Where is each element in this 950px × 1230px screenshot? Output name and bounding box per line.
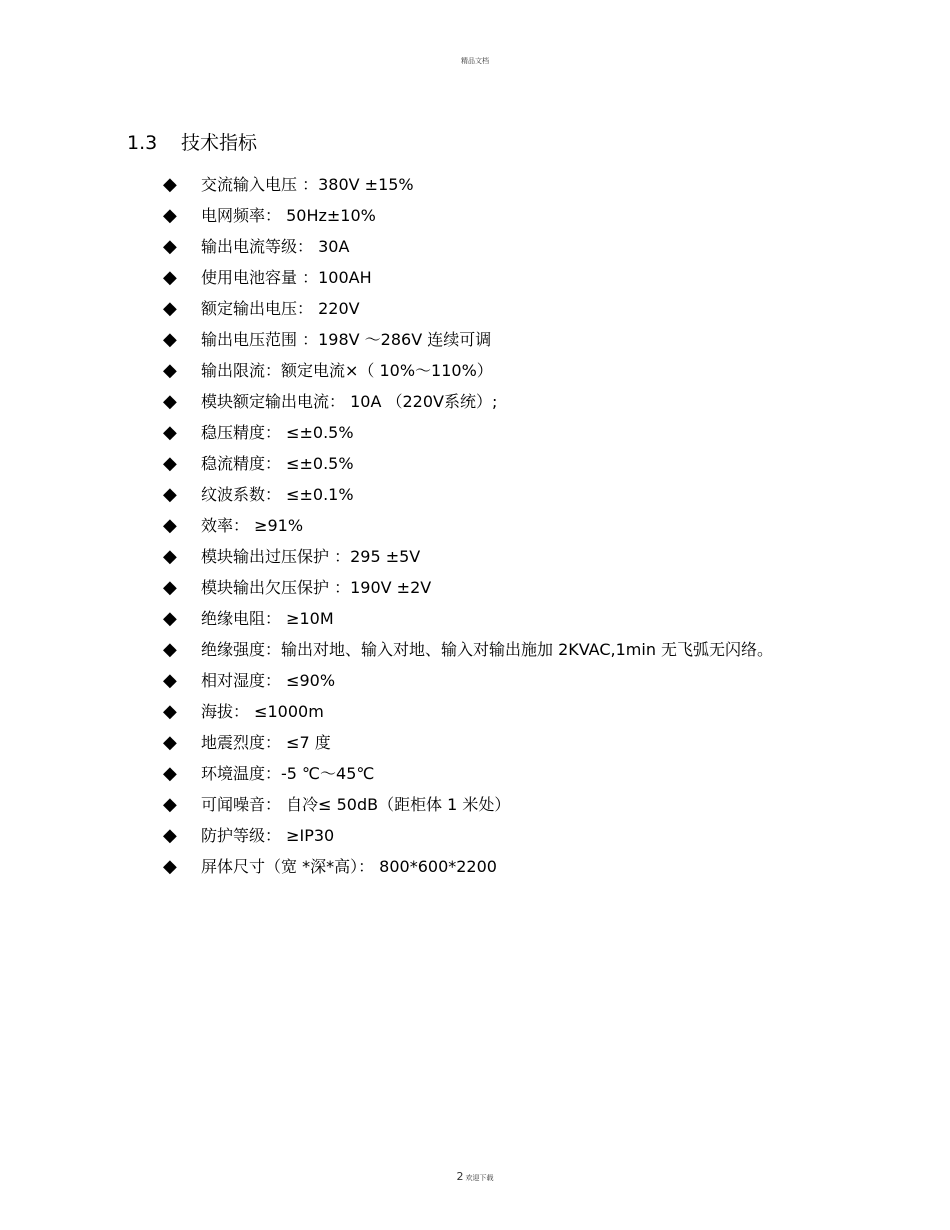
diamond-bullet-icon: ◆ bbox=[163, 360, 177, 381]
spec-text: 海拔： ≤1000m bbox=[201, 702, 324, 721]
spec-text: 输出电压范围 ：198V ～286V 连续可调 bbox=[201, 330, 492, 349]
spec-item bbox=[163, 200, 773, 231]
spec-item bbox=[163, 355, 773, 386]
spec-text: 模块额定输出电流： 10A （220V系统）; bbox=[201, 392, 498, 411]
spec-text: 模块输出过压保护 ：295 ±5V bbox=[201, 547, 421, 566]
spec-item bbox=[163, 231, 773, 262]
diamond-bullet-icon: ◆ bbox=[163, 267, 177, 288]
spec-text: 使用电池容量 ：100AH bbox=[201, 268, 372, 287]
spec-item bbox=[163, 603, 773, 634]
page-number: 2 bbox=[456, 1170, 464, 1183]
diamond-bullet-icon: ◆ bbox=[163, 763, 177, 784]
diamond-bullet-icon: ◆ bbox=[163, 577, 177, 598]
diamond-bullet-icon: ◆ bbox=[163, 205, 177, 226]
diamond-bullet-icon: ◆ bbox=[163, 298, 177, 319]
spec-item bbox=[163, 324, 773, 355]
section-heading bbox=[127, 128, 257, 155]
diamond-bullet-icon: ◆ bbox=[163, 639, 177, 660]
spec-text: 屏体尺寸（宽 *深*高）： 800*600*2200 bbox=[201, 857, 497, 876]
spec-text: 相对湿度： ≤90% bbox=[201, 671, 336, 690]
spec-item bbox=[163, 541, 773, 572]
spec-list bbox=[163, 169, 773, 882]
spec-item bbox=[163, 572, 773, 603]
spec-item bbox=[163, 386, 773, 417]
spec-text: 交流输入电压 ：380V ±15% bbox=[201, 175, 414, 194]
spec-text: 稳压精度： ≤±0.5% bbox=[201, 423, 354, 442]
spec-item bbox=[163, 727, 773, 758]
diamond-bullet-icon: ◆ bbox=[163, 670, 177, 691]
diamond-bullet-icon: ◆ bbox=[163, 608, 177, 629]
spec-item bbox=[163, 262, 773, 293]
spec-item bbox=[163, 789, 773, 820]
spec-item bbox=[163, 665, 773, 696]
diamond-bullet-icon: ◆ bbox=[163, 329, 177, 350]
spec-text: 防护等级： ≥IP30 bbox=[201, 826, 335, 845]
diamond-bullet-icon: ◆ bbox=[163, 732, 177, 753]
section-number: 1.3 bbox=[127, 132, 158, 154]
spec-item bbox=[163, 448, 773, 479]
spec-text: 输出电流等级： 30A bbox=[201, 237, 350, 256]
diamond-bullet-icon: ◆ bbox=[163, 422, 177, 443]
spec-text: 电网频率： 50Hz±10% bbox=[201, 206, 376, 225]
footer bbox=[0, 1170, 950, 1183]
spec-text: 额定输出电压： 220V bbox=[201, 299, 360, 318]
spec-item bbox=[163, 479, 773, 510]
spec-text: 模块输出欠压保护 ：190V ±2V bbox=[201, 578, 432, 597]
spec-text: 纹波系数： ≤±0.1% bbox=[201, 485, 354, 504]
spec-text: 绝缘强度：输出对地、输入对地、输入对输出施加 2KVAC,1min 无飞弧无闪络。 bbox=[201, 640, 774, 659]
spec-item bbox=[163, 417, 773, 448]
diamond-bullet-icon: ◆ bbox=[163, 825, 177, 846]
spec-text: 可闻噪音： 自冷≤ 50dB（距柜体 1 米处） bbox=[201, 795, 511, 814]
diamond-bullet-icon: ◆ bbox=[163, 484, 177, 505]
diamond-bullet-icon: ◆ bbox=[163, 515, 177, 536]
section-title: 技术指标 bbox=[181, 132, 258, 154]
spec-item bbox=[163, 758, 773, 789]
spec-text: 环境温度：-5 ℃～45℃ bbox=[201, 764, 375, 783]
spec-item bbox=[163, 293, 773, 324]
spec-text: 效率： ≥91% bbox=[201, 516, 304, 535]
spec-text: 地震烈度： ≤7 度 bbox=[201, 733, 331, 752]
spec-item bbox=[163, 510, 773, 541]
diamond-bullet-icon: ◆ bbox=[163, 174, 177, 195]
diamond-bullet-icon: ◆ bbox=[163, 794, 177, 815]
spec-item bbox=[163, 820, 773, 851]
spec-item bbox=[163, 696, 773, 727]
footer-note: 欢迎下载 bbox=[465, 1174, 494, 1182]
header-note: 精品文档 bbox=[461, 57, 489, 65]
diamond-bullet-icon: ◆ bbox=[163, 236, 177, 257]
spec-item bbox=[163, 169, 773, 200]
diamond-bullet-icon: ◆ bbox=[163, 453, 177, 474]
diamond-bullet-icon: ◆ bbox=[163, 546, 177, 567]
diamond-bullet-icon: ◆ bbox=[163, 856, 177, 877]
spec-item bbox=[163, 634, 773, 665]
spec-text: 稳流精度： ≤±0.5% bbox=[201, 454, 354, 473]
diamond-bullet-icon: ◆ bbox=[163, 701, 177, 722]
spec-item bbox=[163, 851, 773, 882]
spec-text: 绝缘电阻： ≥10M bbox=[201, 609, 334, 628]
spec-text: 输出限流：额定电流×（ 10%～110%） bbox=[201, 361, 493, 380]
diamond-bullet-icon: ◆ bbox=[163, 391, 177, 412]
